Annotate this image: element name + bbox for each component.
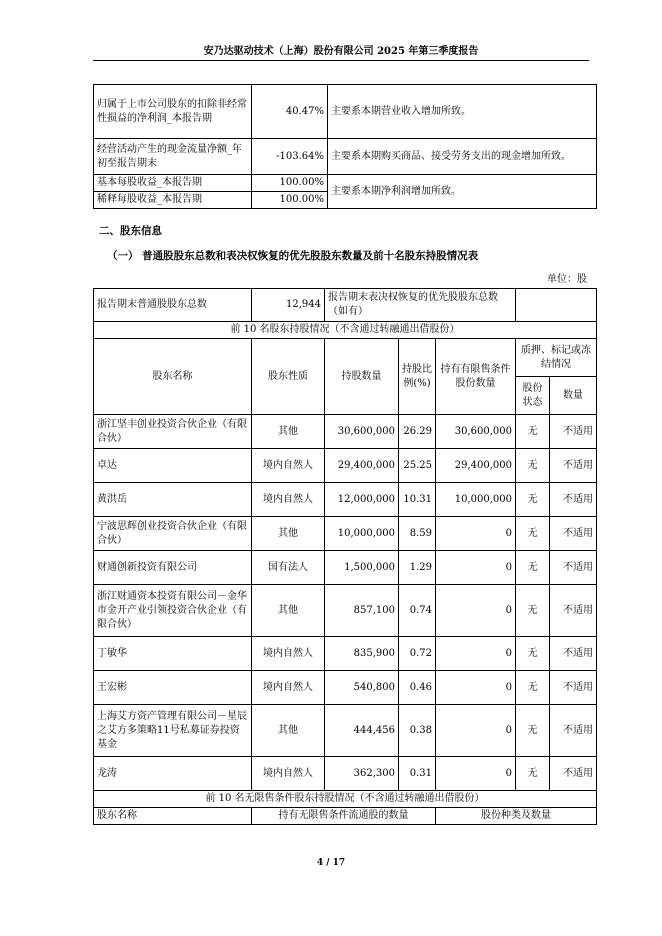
- restricted-shares: 0: [436, 705, 516, 757]
- unrestricted-header-qty: 持有无限售条件流通股的数量: [252, 808, 436, 825]
- shareholder-row: [94, 551, 597, 585]
- shareholder-row: [94, 415, 597, 449]
- shareholder-name: 宁波思辉创业投资合伙企业（有限合伙）: [94, 517, 252, 551]
- item-cell: 稀释每股收益_本报告期: [94, 192, 252, 209]
- change-value: 40.47%: [252, 85, 328, 139]
- pledge-status: 无: [516, 585, 550, 637]
- table-row: [94, 175, 597, 192]
- change-reason: 主要系本期营业收入增加所致。: [328, 85, 597, 139]
- pledge-qty: 不适用: [550, 757, 597, 791]
- shareholder-row: [94, 449, 597, 483]
- change-reason-table: [93, 84, 597, 209]
- table-row: [94, 139, 597, 175]
- restricted-shares: 29,400,000: [436, 449, 516, 483]
- change-reason: 主要系本期净利润增加所致。: [328, 175, 597, 209]
- shareholder-nature: 境内自然人: [252, 671, 325, 705]
- col-header-shares: 持股数量: [325, 339, 399, 415]
- report-header: 安乃达驱动技术（上海）股份有限公司 2025 年第三季度报告: [203, 46, 479, 57]
- change-value: 100.00%: [252, 175, 328, 192]
- shareholder-name: 龙涛: [94, 757, 252, 791]
- pledge-qty: 不适用: [550, 483, 597, 517]
- pledge-status: 无: [516, 705, 550, 757]
- table-row: [94, 289, 597, 322]
- table-row: [94, 85, 597, 139]
- pledge-qty: 不适用: [550, 415, 597, 449]
- shareholder-name: 浙江坚丰创业投资合伙企业（有限合伙）: [94, 415, 252, 449]
- shares-held: 29,400,000: [325, 449, 399, 483]
- holding-ratio: 0.74: [399, 585, 436, 637]
- shareholder-name: 丁敏华: [94, 637, 252, 671]
- restricted-shares: 0: [436, 585, 516, 637]
- shareholder-row: [94, 483, 597, 517]
- pledge-status: 无: [516, 551, 550, 585]
- section-title: 二、股东信息: [99, 225, 162, 237]
- shareholder-name: 王宏彬: [94, 671, 252, 705]
- shareholder-name: 浙江财通资本投资有限公司－金华市金开产业引领投资合伙企业（有限合伙）: [94, 585, 252, 637]
- table-row: [94, 791, 597, 808]
- shares-held: 30,600,000: [325, 415, 399, 449]
- pref-holders-value: [516, 289, 597, 322]
- pref-holders-label: 报告期末表决权恢复的优先股股东总数（如有）: [325, 289, 516, 322]
- table-header-row: [94, 339, 597, 377]
- shares-held: 12,000,000: [325, 483, 399, 517]
- shareholder-nature: 境内自然人: [252, 483, 325, 517]
- top10-title: 前 10 名股东持股情况（不含通过转融通出借股份）: [94, 322, 597, 339]
- restricted-shares: 0: [436, 551, 516, 585]
- subsection-title: （一） 普通股股东总数和表决权恢复的优先股股东数量及前十名股东持股情况表: [107, 250, 479, 262]
- pledge-status: 无: [516, 637, 550, 671]
- shares-held: 10,000,000: [325, 517, 399, 551]
- pledge-status: 无: [516, 757, 550, 791]
- shareholder-row: [94, 585, 597, 637]
- pledge-qty: 不适用: [550, 671, 597, 705]
- unrestricted-title: 前 10 名无限售条件股东持股情况（不含通过转融通出借股份）: [94, 791, 597, 808]
- holding-ratio: 0.72: [399, 637, 436, 671]
- pledge-qty: 不适用: [550, 705, 597, 757]
- shareholder-nature: 国有法人: [252, 551, 325, 585]
- total-holders-value: 12,944: [252, 289, 325, 322]
- total-holders-label: 报告期末普通股股东总数: [94, 289, 252, 322]
- restricted-shares: 0: [436, 637, 516, 671]
- shareholder-row: [94, 637, 597, 671]
- holding-ratio: 1.29: [399, 551, 436, 585]
- shareholder-nature: 其他: [252, 705, 325, 757]
- pledge-status: 无: [516, 517, 550, 551]
- shareholder-nature: 境内自然人: [252, 637, 325, 671]
- col-header-restricted: 持有有限售条件股份数量: [436, 339, 516, 415]
- shareholder-row: [94, 757, 597, 791]
- shareholders-table: [93, 288, 597, 825]
- pledge-qty: 不适用: [550, 551, 597, 585]
- holding-ratio: 0.38: [399, 705, 436, 757]
- shareholder-nature: 其他: [252, 517, 325, 551]
- pledge-status: 无: [516, 415, 550, 449]
- shareholder-nature: 境内自然人: [252, 757, 325, 791]
- holding-ratio: 0.31: [399, 757, 436, 791]
- table-row: [94, 322, 597, 339]
- col-header-qty: 数量: [550, 377, 597, 415]
- change-reason: 主要系本期购买商品、接受劳务支出的现金增加所致。: [328, 139, 597, 175]
- table-row: [94, 808, 597, 825]
- holding-ratio: 0.46: [399, 671, 436, 705]
- restricted-shares: 10,000,000: [436, 483, 516, 517]
- pledge-qty: 不适用: [550, 637, 597, 671]
- pledge-qty: 不适用: [550, 449, 597, 483]
- col-header-pledge: 质押、标记或冻结情况: [516, 339, 597, 377]
- restricted-shares: 0: [436, 757, 516, 791]
- item-cell: 基本每股收益_本报告期: [94, 175, 252, 192]
- shareholder-nature: 其他: [252, 415, 325, 449]
- pledge-qty: 不适用: [550, 585, 597, 637]
- header-divider: [93, 60, 589, 61]
- pledge-status: 无: [516, 449, 550, 483]
- item-cell: 经营活动产生的现金流量净额_年初至报告期末: [94, 139, 252, 175]
- col-header-nature: 股东性质: [252, 339, 325, 415]
- col-header-name: 股东名称: [94, 339, 252, 415]
- shares-held: 857,100: [325, 585, 399, 637]
- unit-label: 单位：股: [547, 274, 587, 285]
- col-header-ratio: 持股比例(%): [399, 339, 436, 415]
- shareholder-row: [94, 705, 597, 757]
- holding-ratio: 8.59: [399, 517, 436, 551]
- shareholder-name: 卓达: [94, 449, 252, 483]
- shareholder-name: 黄洪岳: [94, 483, 252, 517]
- shares-held: 362,300: [325, 757, 399, 791]
- col-header-status: 股份状态: [516, 377, 550, 415]
- shareholder-name: 上海艾方资产管理有限公司－星辰之艾方多策略11号私募证券投资基金: [94, 705, 252, 757]
- pledge-status: 无: [516, 483, 550, 517]
- change-value: -103.64%: [252, 139, 328, 175]
- change-value: 100.00%: [252, 192, 328, 209]
- shareholder-name: 财通创新投资有限公司: [94, 551, 252, 585]
- holding-ratio: 26.29: [399, 415, 436, 449]
- restricted-shares: 30,600,000: [436, 415, 516, 449]
- pledge-qty: 不适用: [550, 517, 597, 551]
- shares-held: 1,500,000: [325, 551, 399, 585]
- shares-held: 444,456: [325, 705, 399, 757]
- shares-held: 835,900: [325, 637, 399, 671]
- page-number: 4 / 17: [316, 858, 346, 868]
- restricted-shares: 0: [436, 671, 516, 705]
- shareholder-row: [94, 517, 597, 551]
- restricted-shares: 0: [436, 517, 516, 551]
- pledge-status: 无: [516, 671, 550, 705]
- holding-ratio: 25.25: [399, 449, 436, 483]
- unrestricted-header-type: 股份种类及数量: [436, 808, 597, 825]
- unrestricted-header-name: 股东名称: [94, 808, 252, 825]
- shareholder-row: [94, 671, 597, 705]
- shareholder-nature: 境内自然人: [252, 449, 325, 483]
- shares-held: 540,800: [325, 671, 399, 705]
- shareholder-nature: 其他: [252, 585, 325, 637]
- holding-ratio: 10.31: [399, 483, 436, 517]
- item-cell: 归属于上市公司股东的扣除非经常性损益的净利润_本报告期: [94, 85, 252, 139]
